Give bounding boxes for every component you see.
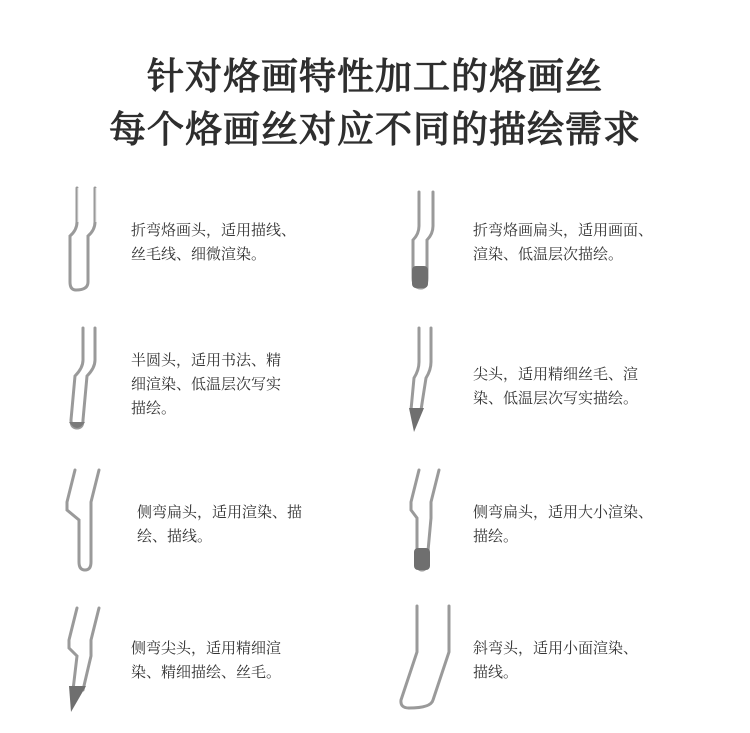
- tip-description: [137, 500, 347, 548]
- tip-description-line: 丝毛线、细微渲染。: [131, 245, 267, 263]
- tip-item-2: [397, 182, 727, 292]
- tip-description-line: 染、低温层次写实描绘。: [473, 389, 639, 407]
- tip-description: [131, 218, 341, 266]
- side-bent-pointed-tip-wire-icon: [55, 602, 119, 712]
- tip-description: [473, 500, 683, 548]
- tip-item-8: [397, 602, 727, 712]
- tip-description-line: 折弯烙画头，适用描线、: [131, 221, 297, 239]
- tip-item-4: [397, 322, 727, 432]
- tip-description-line: 侧弯扁头，适用渲染、描: [137, 503, 303, 521]
- slanted-bent-tip-wire-icon: [397, 602, 461, 712]
- tip-description: [131, 348, 341, 420]
- tip-description-line: 尖头，适用精细丝毛、渲: [473, 365, 639, 383]
- tip-description-line: 侧弯尖头，适用精细渲: [131, 639, 282, 657]
- tip-description-line: 绘、描线。: [137, 527, 213, 545]
- bent-flat-tip-wire-icon: [397, 182, 461, 292]
- tip-description-line: 染、精细描绘、丝毛。: [131, 663, 282, 681]
- tip-description: [131, 636, 341, 684]
- bent-tip-wire-icon: [55, 182, 119, 292]
- side-bent-flat-tip-wire-icon: [55, 462, 119, 572]
- tip-description-line: 描绘。: [473, 527, 519, 545]
- tip-item-7: [55, 602, 385, 712]
- tip-item-3: [55, 322, 385, 432]
- tip-description-line: 侧弯扁头，适用大小渲染、: [473, 503, 654, 521]
- tip-description-line: 半圆头，适用书法、精: [131, 351, 282, 369]
- tip-description: [473, 362, 683, 410]
- page-title-line-1: 针对烙画特性加工的烙画丝: [147, 55, 603, 98]
- tip-description: [473, 636, 683, 684]
- tip-description-line: 描线。: [473, 663, 519, 681]
- tip-description-line: 斜弯头，适用小面渲染、: [473, 639, 639, 657]
- half-round-tip-wire-icon: [55, 322, 119, 432]
- tip-item-5: [55, 462, 385, 572]
- tip-item-1: [55, 182, 385, 292]
- tip-description-line: 折弯烙画扁头，适用画面、: [473, 221, 654, 239]
- tip-description-line: 渲染、低温层次描绘。: [473, 245, 624, 263]
- page-title-line-2: 每个烙画丝对应不同的描绘需求: [109, 108, 641, 151]
- tip-description-line: 细渲染、低温层次写实: [131, 375, 282, 393]
- pointed-tip-wire-icon: [397, 322, 461, 432]
- tip-description-line: 描绘。: [131, 399, 177, 417]
- tip-item-6: [397, 462, 727, 572]
- tip-description: [473, 218, 683, 266]
- side-bent-flat-tip-wire-icon: [397, 462, 461, 572]
